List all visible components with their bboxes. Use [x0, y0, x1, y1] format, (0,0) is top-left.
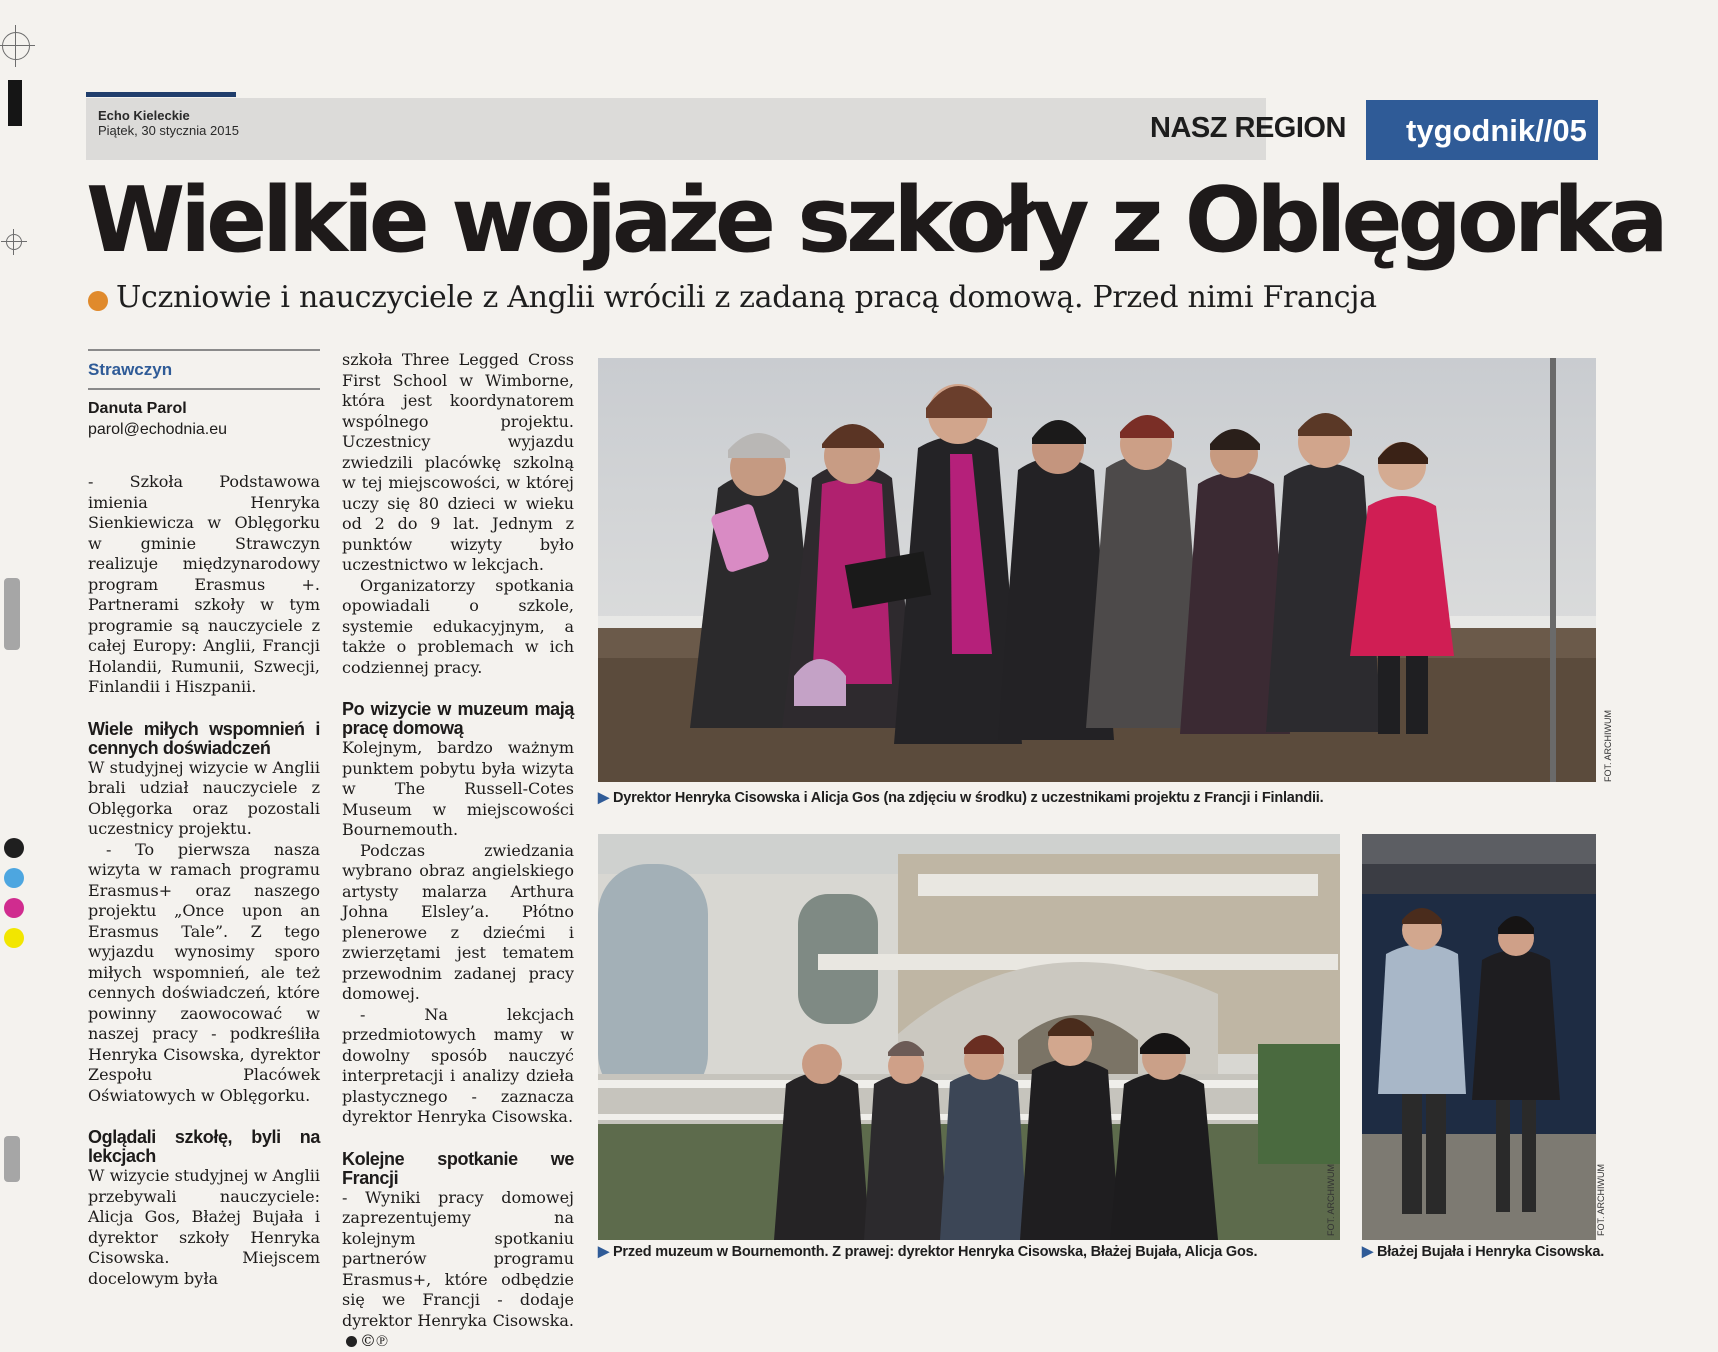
- caption-museum: [598, 1244, 1257, 1260]
- photo-museum-illustration: [598, 834, 1340, 1240]
- caption-arrow-icon: ▶: [598, 790, 609, 806]
- publication-date: Piątek, 30 stycznia 2015: [98, 123, 239, 138]
- section-title: NASZ REGION: [1150, 112, 1346, 144]
- header-accent-line: [86, 92, 236, 97]
- copyright-sign: ©℗: [360, 1331, 389, 1350]
- paragraph: - Szkoła Podstawowa imienia Henryka Sienkiewicza w Oblęgorku w gminie Strawczyn realizuje międzynarodowy program Erasmus +. Partnerami szkoły w tym programie są nauczyciele z całej Europy: Anglii, Francji Holandii, Rumunii, Szwecji, Finlandii i Hiszpanii.: [88, 472, 320, 696]
- headline: Wielkie wojaże szkoły z Oblęgorka: [86, 168, 1664, 273]
- photo-group: [598, 358, 1596, 782]
- caption-text: Dyrektor Henryka Cisowska i Alicja Gos (na zdjęciu w środku) z uczestnikami projektu z Francji i Finlandii.: [612, 790, 1324, 806]
- photo-credit: FOT. ARCHIWUM: [1603, 710, 1613, 782]
- photo-pair: [1362, 834, 1596, 1240]
- deck-bullet-icon: [88, 291, 108, 311]
- caption-arrow-icon: ▶: [598, 1244, 609, 1260]
- paragraph: Organizatorzy spotkania opowiadali o szkole, systemie edukacyjnym, a także o problemach w ich codziennej pracy.: [342, 575, 574, 677]
- article-column-1: [88, 472, 320, 1289]
- caption-top: [598, 790, 1323, 806]
- crop-mark: [8, 80, 22, 126]
- caption-text: Błażej Bujała i Henryka Cisowska.: [1376, 1244, 1605, 1260]
- paragraph: szkoła Three Legged Cross First School w Wimborne, która jest koordynatorem wspólnego projektu. Uczestnicy wyjazdu zwiedzili placówkę szkolną w tej miejscowości, w której uczy się 80 dzieci w wieku od 2 do 9 lat. Jednym z punktów wizyty było uczestnictwo w lekcjach.: [342, 350, 574, 574]
- paragraph: W wizycie studyjnej w Anglii przebywali nauczyciele: Alicja Gos, Błażej Bujała i dyrektor szkoły Henryka Cisowska. Miejscem docelowym była: [88, 1166, 320, 1288]
- paragraph-text: - Wyniki pracy domowej zaprezentujemy na kolejnym spotkaniu partnerów programu Erasmus+, które odbędzie się we Francji - dodaje dyrektor Henryka Cisowska.: [342, 1187, 574, 1330]
- paragraph-final: [342, 1188, 574, 1352]
- registration-mark-small: [6, 234, 22, 250]
- byline-rule-bottom: [88, 388, 320, 390]
- swatch-black: [4, 838, 24, 858]
- publication-name: Echo Kieleckie: [98, 108, 190, 123]
- paragraph: W studyjnej wizycie w Anglii brali udział nauczyciele z Oblęgorka oraz pozostali uczestnicy projektu.: [88, 757, 320, 838]
- paragraph: - Na lekcjach przedmiotowych mamy w dowolny sposób nauczyć interpretacji i analizy dzieła plastycznego - zaznacza dyrektor Henryka Cisowska.: [342, 1004, 574, 1126]
- end-sign-icon: [346, 1336, 357, 1347]
- paragraph: Kolejnym, bardzo ważnym punktem pobytu była wizyta w The Russell-Cotes Museum w miejscowości Bournemouth.: [342, 738, 574, 839]
- paragraph: - To pierwsza nasza wizyta w ramach programu Erasmus+ oraz naszego projektu „Once upon an Erasmus Tale”. Z tego wyjazdu wynosimy sporo miłych wspomnień, ale też cennych doświadczeń, które powinny zaowocować w naszej pracy - podkreśliła Henryka Cisowska, dyrektor Zespołu Placówek Oświatowych w Oblęgorku.: [88, 839, 320, 1105]
- swatch-magenta: [4, 898, 24, 918]
- byline-rule-top: [88, 349, 320, 351]
- supplement-label: tygodnik//05: [1406, 113, 1587, 148]
- article-column-2: [342, 350, 574, 1352]
- photo-group-illustration: [598, 358, 1596, 782]
- caption-small: [1362, 1244, 1604, 1260]
- byline-author: Danuta Parol: [88, 400, 187, 417]
- header-band: [86, 98, 1266, 160]
- caption-arrow-icon: ▶: [1362, 1244, 1373, 1260]
- swatch-cyan: [4, 868, 24, 888]
- photo-pair-illustration: [1362, 834, 1596, 1240]
- caption-text: Przed muzeum w Bournemonth. Z prawej: dyrektor Henryka Cisowska, Błażej Bujała, Alicja Gos.: [612, 1244, 1258, 1260]
- subheading: Oglądali szkołę, byli na lekcjach: [88, 1127, 320, 1166]
- photo-credit-museum: FOT. ARCHIWUM: [1326, 1164, 1336, 1236]
- registration-mark: [2, 32, 30, 60]
- photo-credit-small: FOT. ARCHIWUM: [1596, 1164, 1606, 1236]
- scanner-strip-2: [4, 1136, 20, 1182]
- photo-museum: [598, 834, 1340, 1240]
- byline-email: parol@echodnia.eu: [88, 421, 228, 438]
- subheading: Wiele miłych wspomnień i cennych doświadczeń: [88, 718, 320, 758]
- byline-place: Strawczyn: [88, 360, 173, 379]
- deck: Uczniowie i nauczyciele z Anglii wrócili z zadaną pracą domową. Przed nimi Francja: [116, 280, 1377, 315]
- paragraph: Podczas zwiedzania wybrano obraz angielskiego artysty malarza Arthura Johna Elsley’a. Płótno plenerowe z dziećmi i zwierzętami jest tematem przewodnim zadanej pracy domowej.: [342, 840, 574, 1003]
- subheading: Po wizycie w muzeum mają pracę domową: [342, 699, 574, 738]
- subheading: Kolejne spotkanie we Francji: [342, 1148, 574, 1188]
- scanner-strip: [4, 578, 20, 650]
- swatch-yellow: [4, 928, 24, 948]
